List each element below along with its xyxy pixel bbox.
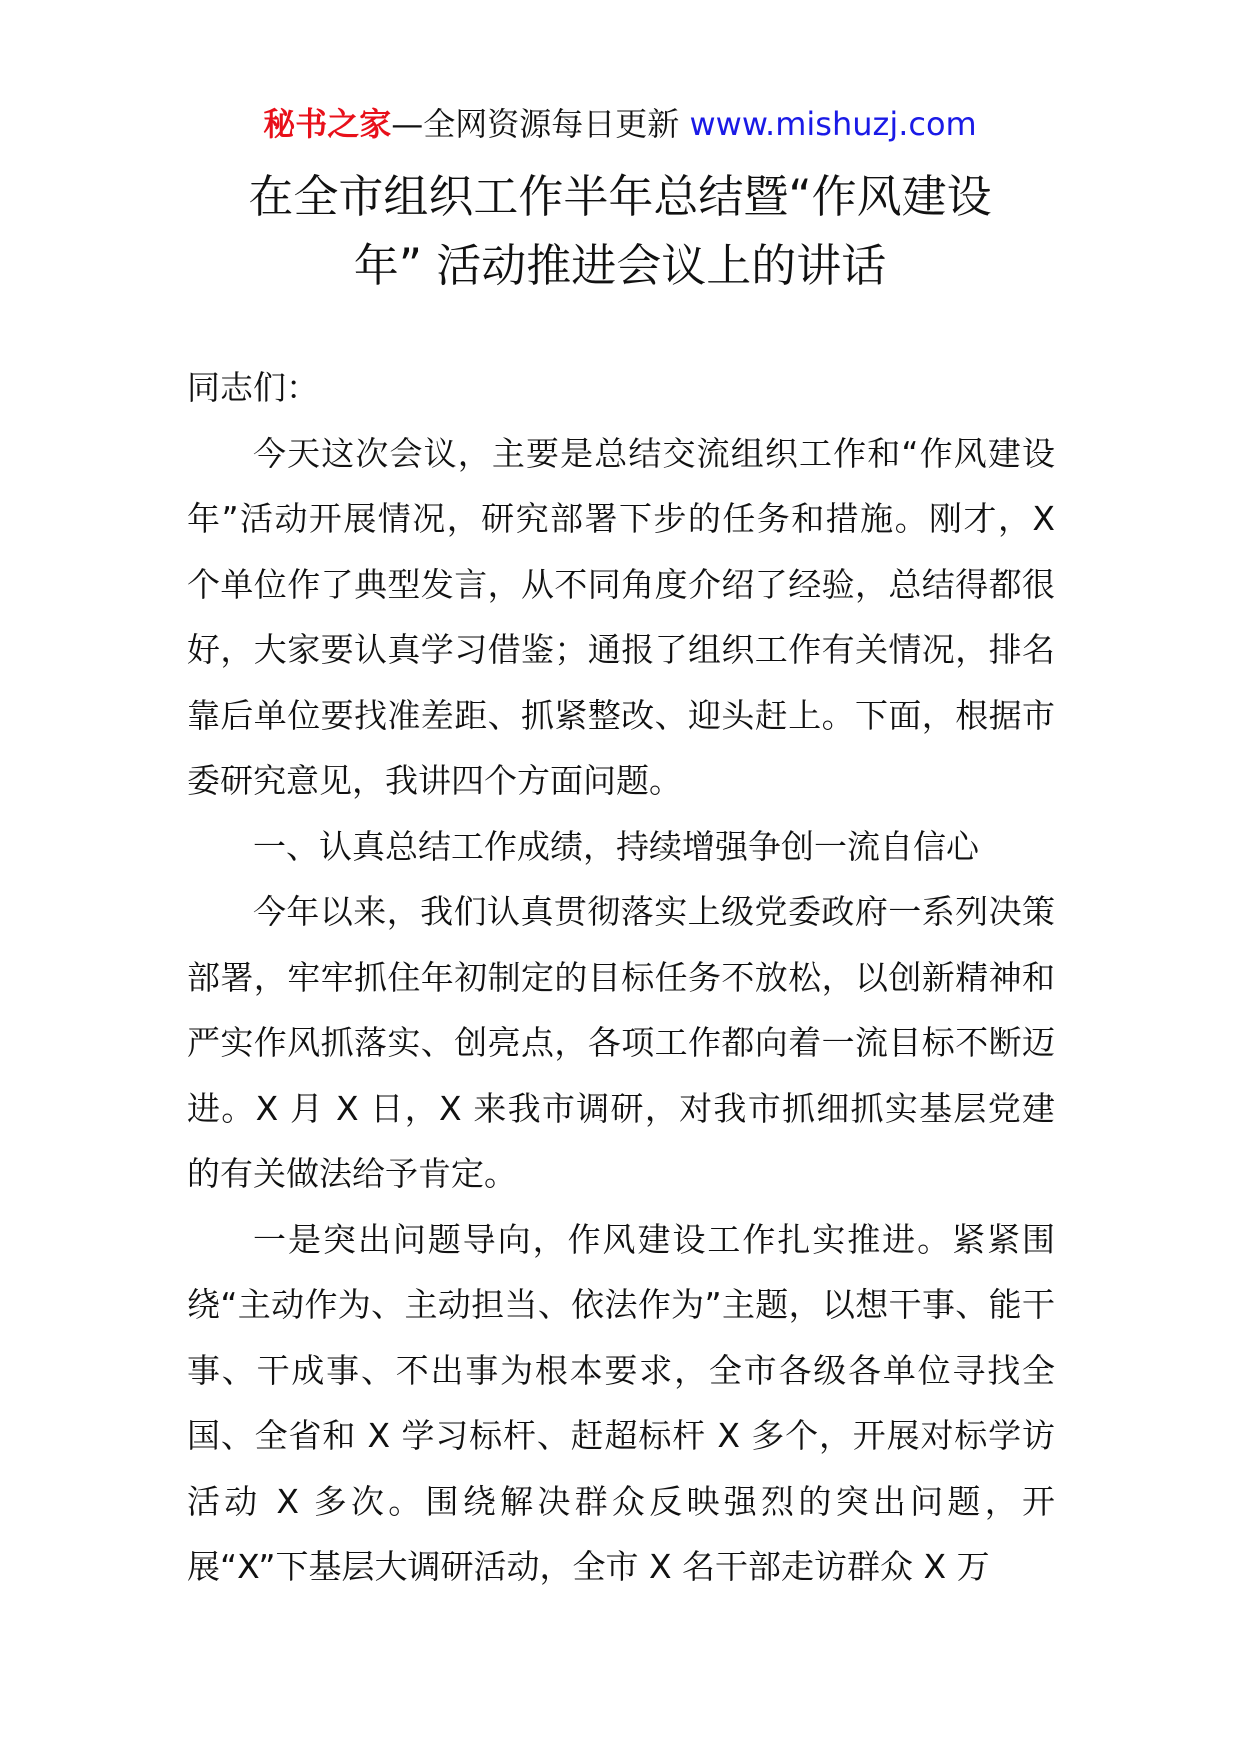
header-banner <box>0 100 1240 148</box>
section-heading-1: 一、认真总结工作成绩，持续增强争创一流自信心 <box>253 826 979 866</box>
paragraph-achievements: 今年以来，我们认真贯彻落实上级党委政府一系列决策部署，牢牢抓住年初制定的目标任务不放松，以创新精神和严实作风抓落实、创亮点，各项工作都向着一流目标不断迈进。X 月 X 日，X 来我市调研，对我市抓细抓实基层党建的有关做法给予肯定。 <box>187 892 1055 1193</box>
site-link[interactable]: www.mishuzj.com <box>689 105 977 143</box>
title-line-1: 在全市组织工作半年总结暨“作风建设 <box>248 170 992 223</box>
paragraph-point-1: 一是突出问题导向，作风建设工作扎实推进。紧紧围绕“主动作为、主动担当、依法作为”主题，以想干事、能干事、干成事、不出事为根本要求，全市各级各单位寻找全国、全省和 X 学习标杆、赶超标杆 X 多个，开展对标学访活动 X 多次。围绕解决群众反映强烈的突出问题，开展“X”下基层大调研活动，全市 X 名干部走访群众 X 万 <box>187 1219 1055 1586</box>
title-line-2: 年” 活动推进会议上的讲话 <box>353 239 887 292</box>
paragraph-opening: 今天这次会议，主要是总结交流组织工作和“作风建设年”活动开展情况，研究部署下步的任务和措施。刚才，X 个单位作了典型发言，从不同角度介绍了经验，总结得都很好，大家要认真学习借鉴；通报了组织工作有关情况，排名靠后单位要找准差距、抓紧整改、迎头赶上。下面，根据市委研究意见，我讲四个方面问题。 <box>187 433 1055 800</box>
header-tagline: —全网资源每日更新 <box>391 105 680 143</box>
brand-name: 秘书之家 <box>263 105 392 143</box>
salutation: 同志们： <box>187 368 319 407</box>
document-title <box>150 162 1090 300</box>
document-body <box>187 355 1055 1600</box>
